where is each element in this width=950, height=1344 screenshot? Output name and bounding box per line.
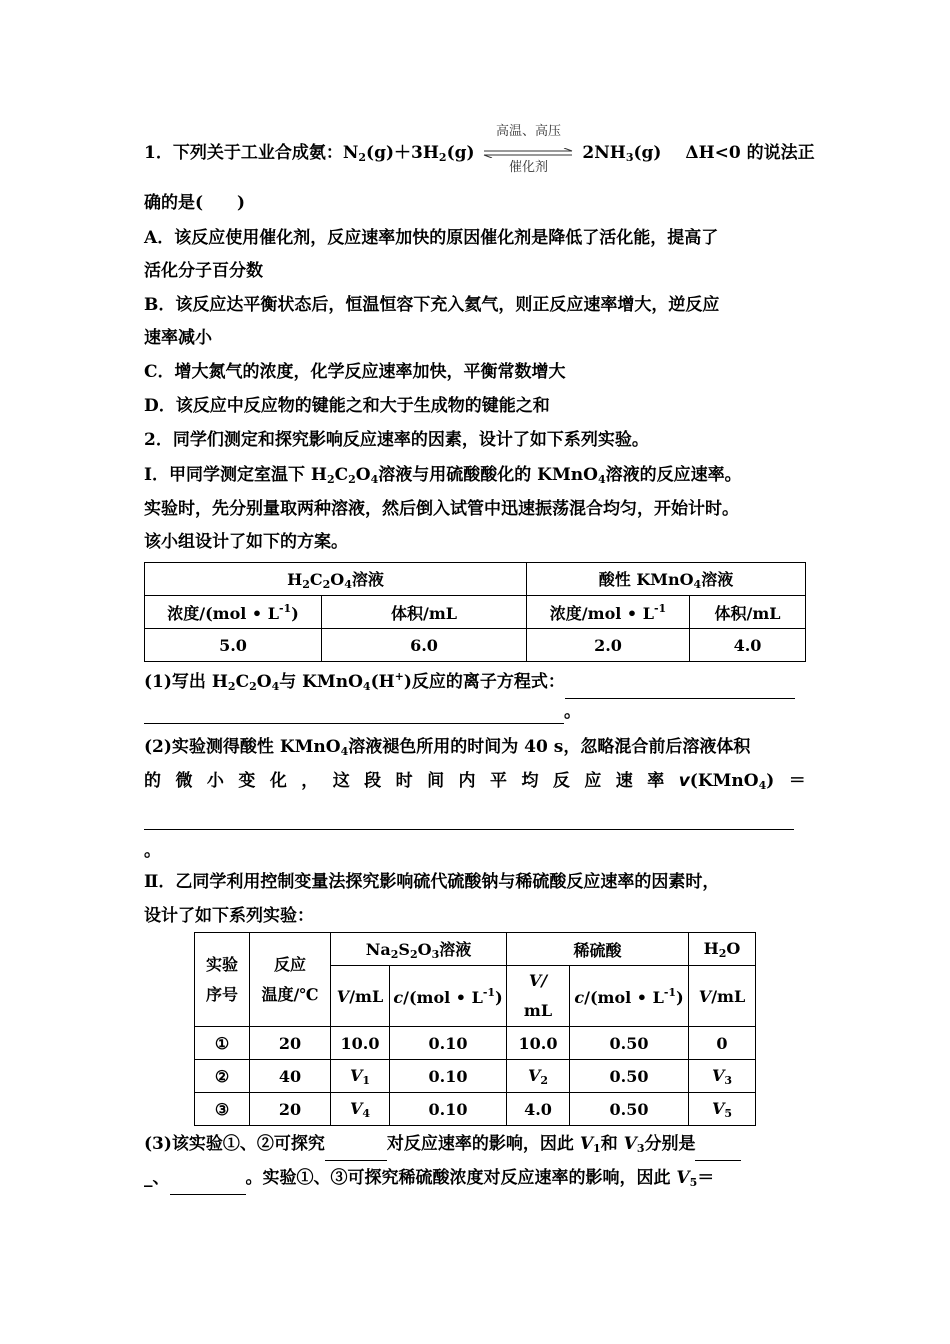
- table-cell: c/(mol • $L^{-1}$): [390, 966, 507, 1027]
- answer-blank-3b[interactable]: [695, 1142, 741, 1161]
- justified-char: 平: [489, 771, 507, 791]
- table-cell: 20: [250, 1027, 331, 1060]
- table-cell: 浓度/(mol • $L^{-1}$): [145, 596, 322, 629]
- answer-blank-2[interactable]: [144, 811, 794, 830]
- table-cell: 2.0: [527, 629, 690, 662]
- q2-part1: Ⅰ．甲同学测定室温下 $H_2C_2O_4$溶液与用硫酸酸化的 KMnO$_4$溶液的反应速率。: [144, 465, 742, 486]
- justified-char: 这: [332, 771, 350, 791]
- table-header-h2c2o4: $H_2C_2O_4$溶液: [145, 563, 527, 596]
- table-cell: 4.0: [690, 629, 806, 662]
- table-header-seq: 实验 序号: [195, 933, 250, 1027]
- table-cell: 0.50: [570, 1060, 689, 1093]
- table-cell: $V_2$: [507, 1060, 570, 1093]
- q1-option-a: A．该反应使用催化剂，反应速率加快的原因催化剂是降低了活化能，提高了: [144, 228, 719, 248]
- table-cell: V/mL: [331, 966, 390, 1027]
- table-cell: ③: [195, 1093, 250, 1126]
- table-cell: 20: [250, 1093, 331, 1126]
- table-cell: 0.10: [390, 1060, 507, 1093]
- q2-sub2: (2)实验测得酸性 KMnO$_4$溶液褪色所用的时间为 40 s，忽略混合前后溶液体积: [144, 737, 751, 758]
- q2-intro: 2．同学们测定和探究影响反应速率的因素，设计了如下系列实验。: [144, 430, 649, 450]
- justified-char: 均: [521, 771, 539, 791]
- q1-option-c: C．增大氮气的浓度，化学反应速率加快，平衡常数增大: [144, 362, 566, 382]
- justified-char: 应: [584, 771, 602, 791]
- table-cell: $V_1$: [331, 1060, 390, 1093]
- table-cell: 6.0: [322, 629, 527, 662]
- q1-stem-line2: 确的是( ): [144, 193, 246, 213]
- table-cell: 浓度/mol • $L^{-1}$: [527, 596, 690, 629]
- reaction-arrow: [482, 123, 574, 175]
- table-cell: 0: [689, 1027, 756, 1060]
- q2-part2: Ⅱ．乙同学利用控制变量法探究影响硫代硫酸钠与稀硫酸反应速率的因素时，: [144, 872, 720, 892]
- table-cell: 0.10: [390, 1027, 507, 1060]
- table-cell: 10.0: [507, 1027, 570, 1060]
- reaction-condition-bottom: 催化剂: [508, 159, 548, 175]
- reaction-condition-top: 高温、高压: [495, 123, 561, 139]
- table-row: [145, 596, 806, 629]
- q2-sub3: (3)该实验①、②可探究 对反应速率的影响，因此 $V_1$和 $V_3$分别是: [144, 1132, 741, 1161]
- q1-stem: 1．下列关于工业合成氨：$N_2(g)+3H_2(g)$ 高温、高压 催化剂 $2NH_3(g)$ ΔH<0 的说法正: [144, 141, 815, 170]
- table-row: [195, 1060, 756, 1093]
- justified-char: 时: [395, 771, 413, 791]
- equals-sign: ＝: [788, 771, 806, 791]
- answer-blank-3a[interactable]: [325, 1142, 387, 1161]
- table-cell: 5.0: [145, 629, 322, 662]
- table-header-na2s2o3: $Na_2S_2O_3$溶液: [331, 933, 507, 966]
- q2-part1-line2: 实验时，先分别量取两种溶液，然后倒入试管中迅速振荡混合均匀，开始计时。: [144, 499, 739, 519]
- q2-sub3-cont: _、 。实验①、③可探究稀硫酸浓度对反应速率的影响，因此 $V_5=$: [144, 1166, 714, 1195]
- justified-char: 速: [615, 771, 633, 791]
- q2-part1-line3: 该小组设计了如下的方案。: [144, 532, 348, 552]
- table-row: [195, 1027, 756, 1060]
- q2-part2-line2: 设计了如下系列实验：: [144, 906, 314, 926]
- table-cell: 40: [250, 1060, 331, 1093]
- q2-sub2-blank-line: [144, 806, 794, 830]
- table-cell: c/(mol • $L^{-1}$): [570, 966, 689, 1027]
- answer-blank-3c[interactable]: [170, 1176, 246, 1195]
- table-cell: 0.50: [570, 1027, 689, 1060]
- justified-char: 反: [552, 771, 570, 791]
- table-cell: ①: [195, 1027, 250, 1060]
- justified-char: 段: [364, 771, 382, 791]
- table-header-temp: 反应 温度/℃: [250, 933, 331, 1027]
- answer-blank-1b[interactable]: [144, 705, 564, 724]
- justified-char: 内: [458, 771, 476, 791]
- justified-char: 的: [144, 771, 161, 791]
- table-row: [195, 933, 756, 966]
- q2-sub1: (1)写出 $H_2C_2O_4$与 KMnO$_4$(H+)反应的离子方程式：: [144, 665, 795, 699]
- table-thiosulfate-experiments: [194, 932, 756, 1126]
- justified-char: ，: [301, 771, 319, 791]
- table-row: [145, 563, 806, 596]
- table-cell: 体积/mL: [690, 596, 806, 629]
- answer-blank-1[interactable]: [565, 680, 795, 699]
- table-cell: $V_3$: [689, 1060, 756, 1093]
- table-cell: V/ mL: [507, 966, 570, 1027]
- table-cell: $V_5$: [689, 1093, 756, 1126]
- table-row: [145, 629, 806, 662]
- justified-char: 微: [175, 771, 193, 791]
- table-header-acid: 稀硫酸: [507, 933, 689, 966]
- q1-option-a-cont: 活化分子百分数: [144, 261, 263, 281]
- q2-sub2-period: 。: [144, 841, 161, 861]
- justified-char: 变: [238, 771, 256, 791]
- table-header-kmno4: 酸性 KMnO$_4$溶液: [527, 563, 806, 596]
- table-cell: 0.10: [390, 1093, 507, 1126]
- table-row: [195, 1093, 756, 1126]
- table-cell: $V_4$: [331, 1093, 390, 1126]
- q2-sub1-cont: 。: [144, 700, 581, 724]
- table-cell: ②: [195, 1060, 250, 1093]
- justified-char: 化: [269, 771, 287, 791]
- table-cell: V/mL: [689, 966, 756, 1027]
- table-cell: 0.50: [570, 1093, 689, 1126]
- table-header-water: $H_2O$: [689, 933, 756, 966]
- table-kmno4-plan: [144, 562, 806, 662]
- justified-char: 小: [206, 771, 224, 791]
- table-cell: 10.0: [331, 1027, 390, 1060]
- table-cell: 体积/mL: [322, 596, 527, 629]
- q1-option-b: B．该反应达平衡状态后，恒温恒容下充入氦气，则正反应速率增大，逆反应: [144, 295, 720, 315]
- rate-expression: v(KMnO$_4$): [678, 771, 775, 792]
- justified-char: 间: [427, 771, 445, 791]
- table-cell: 4.0: [507, 1093, 570, 1126]
- q1-option-d: D．该反应中反应物的键能之和大于生成物的键能之和: [144, 396, 550, 416]
- q1-option-b-cont: 速率减小: [144, 328, 212, 348]
- justified-char: 率: [647, 771, 665, 791]
- q2-sub2-justified: [144, 769, 806, 798]
